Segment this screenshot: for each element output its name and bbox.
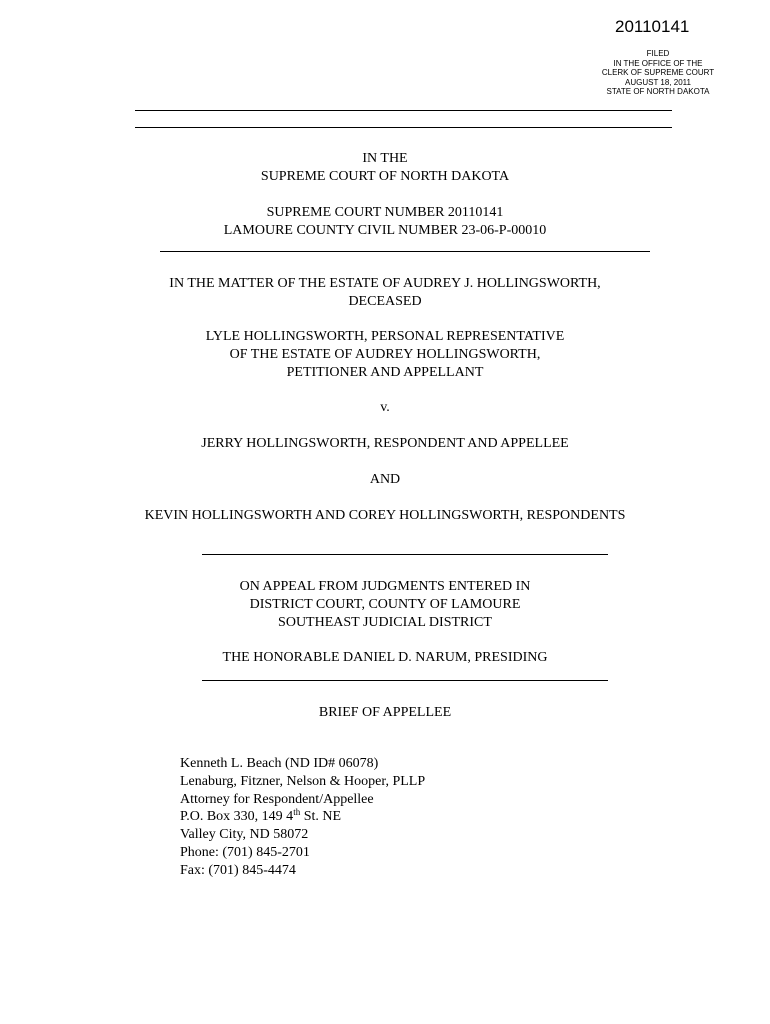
other-respondents-caption: KEVIN HOLLINGSWORTH AND COREY HOLLINGSWORTH, RESPONDENTS: [144, 508, 626, 523]
petitioner-caption: [0, 328, 770, 382]
attorney-address: [180, 808, 425, 826]
rule-after-numbers: [160, 251, 650, 252]
court-line-2: SUPREME COURT OF NORTH DAKOTA: [260, 169, 510, 184]
appeal-caption: [0, 578, 770, 632]
respondent-caption: JERRY HOLLINGSWORTH, RESPONDENT AND APPELLEE: [201, 436, 569, 451]
versus: v.: [380, 400, 390, 415]
brief-title: BRIEF OF APPELLEE: [318, 705, 452, 720]
stamp-line: CLERK OF SUPREME COURT: [601, 68, 715, 77]
case-numbers: [0, 204, 770, 240]
matter-line-1: IN THE MATTER OF THE ESTATE OF AUDREY J. HOLLINGSWORTH,: [169, 276, 601, 291]
presiding-judge: THE HONORABLE DANIEL D. NARUM, PRESIDING: [222, 650, 548, 665]
rule-after-judge: [202, 680, 608, 681]
filing-stamp: [588, 49, 728, 97]
stamp-line: STATE OF NORTH DAKOTA: [606, 87, 710, 96]
stamp-line: AUGUST 18, 2011: [625, 77, 691, 87]
petitioner-line-2: OF THE ESTATE OF AUDREY HOLLINGSWORTH,: [229, 347, 541, 362]
attorney-name: Kenneth L. Beach (ND ID# 06078): [180, 756, 379, 771]
matter-line-2: DECEASED: [348, 294, 422, 309]
supreme-court-number: SUPREME COURT NUMBER 20110141: [266, 205, 504, 220]
address-street-end: St. NE: [300, 809, 342, 825]
rule-before-appeal: [202, 554, 608, 555]
appeal-line-1: ON APPEAL FROM JUDGMENTS ENTERED IN: [239, 579, 531, 594]
header-rule-2: [135, 127, 672, 128]
court-line-1: IN THE: [362, 151, 408, 166]
court-heading: [0, 150, 770, 186]
attorney-city: Valley City, ND 58072: [180, 827, 309, 843]
header-rule-1: [135, 110, 672, 111]
county-civil-number: LAMOURE COUNTY CIVIL NUMBER 23-06-P-00010: [223, 223, 547, 238]
matter-caption: [0, 275, 770, 311]
petitioner-line-3: PETITIONER AND APPELLANT: [286, 365, 484, 380]
attorney-fax: Fax: (701) 845-4474: [180, 862, 296, 878]
stamp-line: FILED: [646, 49, 670, 58]
petitioner-line-1: LYLE HOLLINGSWORTH, PERSONAL REPRESENTATIVE: [205, 329, 565, 344]
stamp-line: IN THE OFFICE OF THE: [613, 58, 703, 68]
attorney-phone: Phone: (701) 845-2701: [180, 844, 310, 860]
attorney-block: [180, 755, 425, 880]
appeal-line-2: DISTRICT COURT, COUNTY OF LAMOURE: [249, 597, 521, 612]
appeal-line-3: SOUTHEAST JUDICIAL DISTRICT: [278, 615, 492, 630]
and-label: AND: [369, 472, 401, 487]
attorney-role: Attorney for Respondent/Appellee: [180, 791, 374, 807]
address-ordinal-suffix: th: [293, 807, 301, 818]
document-number: 20110141: [615, 17, 690, 36]
attorney-firm: Lenaburg, Fitzner, Nelson & Hooper, PLLP: [180, 773, 426, 789]
address-street: P.O. Box 330, 149 4: [180, 809, 294, 825]
